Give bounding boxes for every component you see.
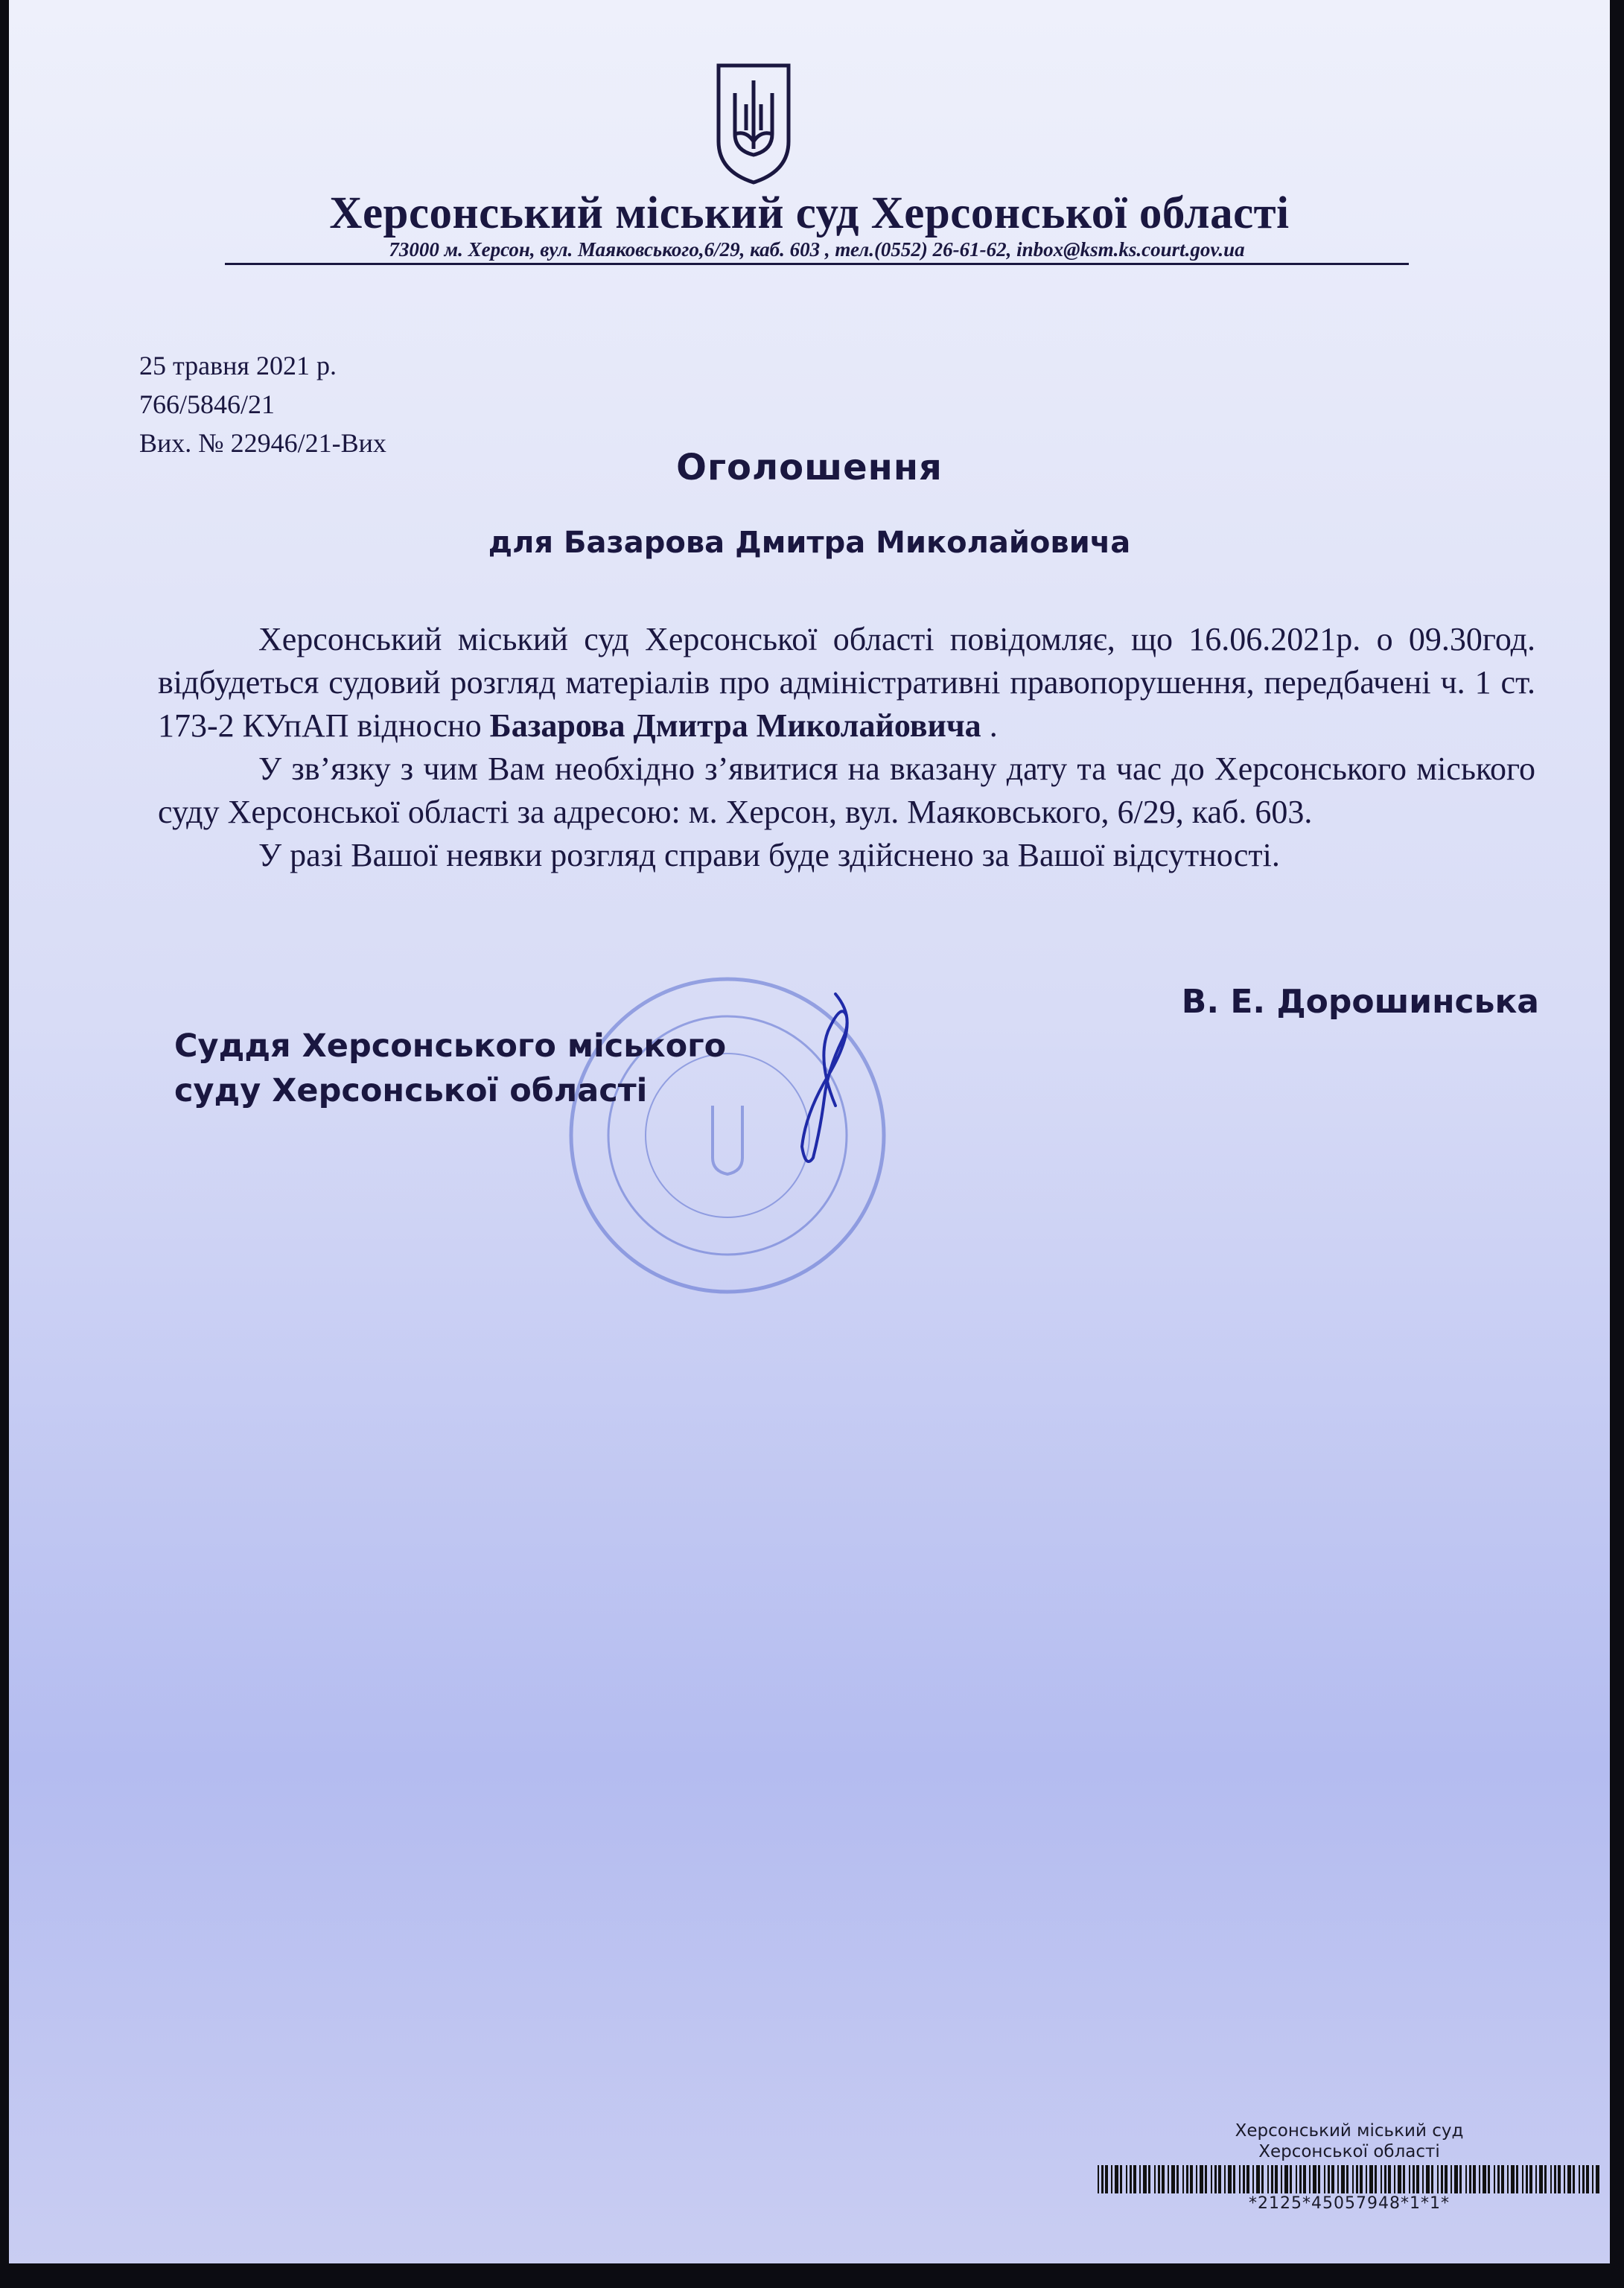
judge-title-line-2: суду Херсонської області <box>174 1072 648 1109</box>
stamp-line-2: Херсонської області <box>1258 2142 1440 2161</box>
stamp-line-1: Херсонський міський суд <box>1235 2121 1464 2141</box>
body-paragraph-1 <box>158 618 1535 748</box>
document-date: 25 травня 2021 р. <box>139 351 337 380</box>
outgoing-number: Вих. № 22946/21-Вих <box>139 428 386 458</box>
body-paragraph-3: У разі Вашої неявки розгляд справи буде здійснено за Вашої відсутності. <box>258 837 1280 873</box>
addressee: для Базарова Дмитра Миколайовича <box>488 526 1131 560</box>
registry-stamp <box>1096 2120 1602 2214</box>
body-paragraph-2: У зв’язку з чим Вам необхідно з’явитися на вказану дату та час до Херсонського міського суду Херсонської області за адресою: м. Херсон, вул. Маяковського, 6/29, каб. 603. <box>158 751 1535 830</box>
document-body <box>158 618 1535 877</box>
barcode-icon <box>1096 2165 1602 2193</box>
coat-of-arms-icon <box>713 60 795 186</box>
defendant-name: Базарова Дмитра Миколайовича <box>489 707 981 744</box>
judge-title-line-1: Суддя Херсонського міського <box>174 1027 727 1065</box>
document-meta <box>139 346 386 462</box>
document-title: Оголошення <box>676 447 943 488</box>
signature-icon <box>783 987 873 1173</box>
judge-title <box>174 1024 726 1113</box>
court-name: Херсонський міський суд Херсонської області <box>329 188 1290 238</box>
document-sheet <box>9 0 1610 2263</box>
body-paragraph-1-end: . <box>981 707 998 744</box>
signer-name: В. Е. Дорошинська <box>1181 983 1539 1021</box>
court-address: 73000 м. Херсон, вул. Маяковського,6/29, каб. 603 , тел.(0552) 26-61-62, inbox@ksm.ks.court.gov.ua <box>225 238 1409 265</box>
case-number: 766/5846/21 <box>139 389 276 419</box>
body-paragraph-1-text: Херсонський міський суд Херсонської області повідомляє, що 16.06.2021р. о 09.30год. відбудеться судовий розгляд матеріалів про адміністративні правопорушення, передбачені ч. 1 ст. 173-2 КУпАП відносно <box>158 621 1535 744</box>
barcode-text: *2125*45057948*1*1* <box>1249 2194 1450 2213</box>
